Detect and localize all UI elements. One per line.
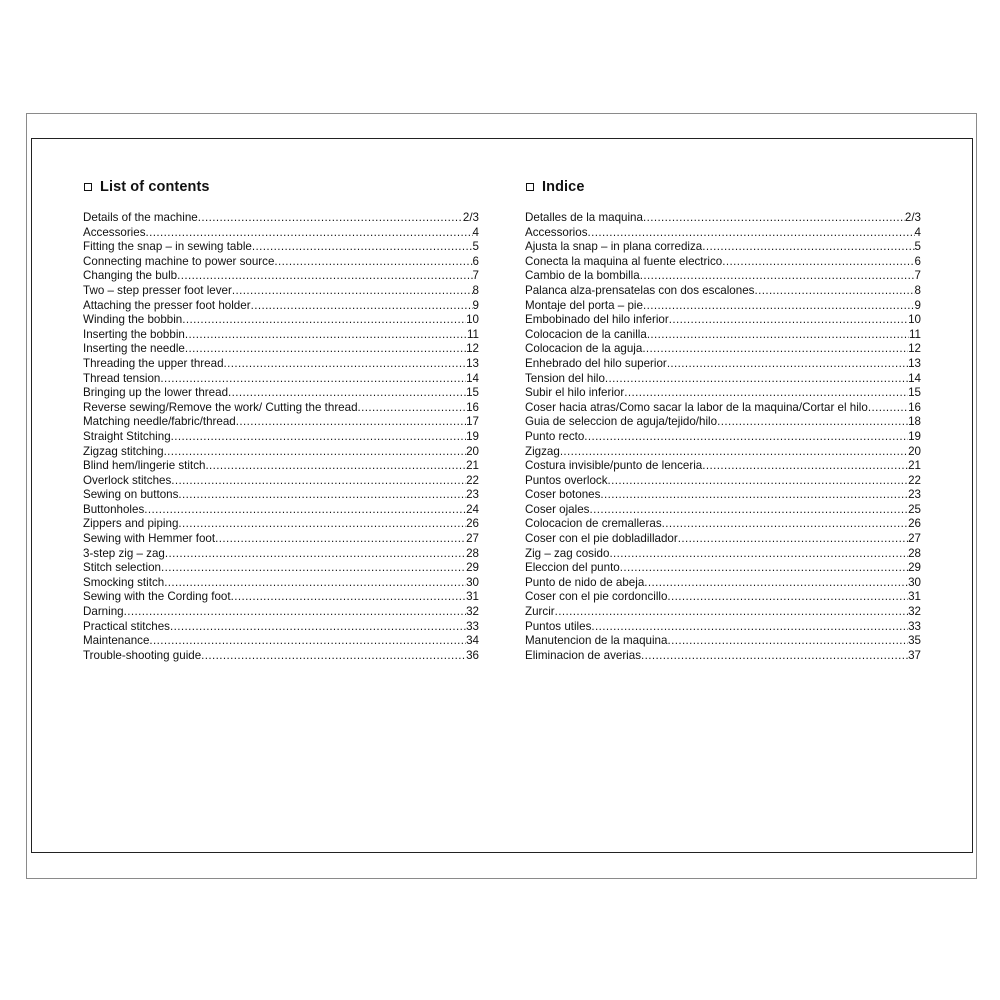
toc-entry-title: Accessories — [83, 225, 146, 239]
square-bullet-icon — [526, 183, 534, 191]
dot-leader — [642, 342, 908, 357]
toc-entry-page: 4 — [914, 225, 921, 239]
toc-entry-title: Inserting the bobbin — [83, 327, 185, 341]
square-bullet-icon — [84, 183, 92, 191]
toc-entry-title: Winding the bobbin — [83, 313, 183, 327]
dot-leader — [164, 576, 466, 591]
dot-leader — [600, 488, 908, 503]
dot-leader — [662, 517, 908, 532]
toc-entry-page: 19 — [466, 429, 479, 443]
dot-leader — [667, 634, 908, 649]
toc-entry-page: 20 — [466, 444, 479, 458]
toc-entry — [525, 517, 921, 532]
toc-entry-page: 24 — [466, 502, 479, 516]
toc-entry-title: Montaje del porta – pie — [525, 298, 643, 312]
toc-entry-title: Sewing on buttons — [83, 488, 179, 502]
dot-leader — [358, 401, 467, 416]
toc-entry-page: 6 — [914, 254, 921, 268]
toc-entry — [83, 503, 479, 518]
toc-entry-title: Eliminacion de averias — [525, 648, 641, 662]
toc-entry — [83, 474, 479, 489]
toc-entry-title: Colocacion de la aguja — [525, 342, 643, 356]
toc-entry — [525, 474, 921, 489]
toc-entry — [525, 299, 921, 314]
dot-leader — [608, 474, 909, 489]
toc-entry-page: 21 — [466, 459, 479, 473]
dot-leader — [165, 547, 466, 562]
toc-entry-title: Palanca alza-prensatelas con dos escalones — [525, 283, 755, 297]
dot-leader — [144, 503, 466, 518]
toc-entry-page: 6 — [472, 254, 479, 268]
toc-entry — [83, 634, 479, 649]
toc-entry-title: Manutencion de la maquina — [525, 634, 668, 648]
toc-entry-title: Conecta la maquina al fuente electrico — [525, 254, 723, 268]
toc-entry-title: Accessorios — [525, 225, 588, 239]
toc-entry-title: Puntos utiles — [525, 619, 592, 633]
dot-leader — [640, 269, 915, 284]
toc-entry-page: 5 — [472, 240, 479, 254]
toc-entry — [83, 401, 479, 416]
toc-entry-title: Bringing up the lower thread — [83, 386, 229, 400]
toc-entry — [83, 299, 479, 314]
dot-leader — [198, 211, 463, 226]
toc-entry-page: 28 — [908, 546, 921, 560]
heading-title: Indice — [542, 179, 585, 195]
dot-leader — [251, 299, 473, 314]
dot-leader — [868, 401, 908, 416]
toc-entry — [525, 590, 921, 605]
toc-entry — [83, 372, 479, 387]
toc-entry — [83, 649, 479, 664]
toc-entry-title: Two – step presser foot lever — [83, 283, 232, 297]
toc-entry-title: Coser ojales — [525, 502, 590, 516]
section-heading — [83, 178, 479, 196]
toc-entry-page: 22 — [908, 473, 921, 487]
toc-entry-title: Zurcir — [525, 605, 555, 619]
toc-entry — [83, 386, 479, 401]
toc-entry-title: Colocacion de la canilla — [525, 327, 647, 341]
toc-entry — [83, 415, 479, 430]
toc-entry — [83, 211, 479, 226]
toc-entry-page: 14 — [466, 371, 479, 385]
toc-entry-page: 32 — [466, 605, 479, 619]
dot-leader — [274, 255, 472, 270]
dot-leader — [124, 605, 466, 620]
toc-entry-page: 37 — [908, 648, 921, 662]
toc-entry-title: Smocking stitch — [83, 575, 165, 589]
toc-entry-page: 8 — [914, 283, 921, 297]
toc-entry — [525, 547, 921, 562]
toc-entry-title: Coser con el pie cordoncillo — [525, 590, 668, 604]
toc-entry-page: 12 — [466, 342, 479, 356]
toc-entry-title: Punto recto — [525, 429, 585, 443]
toc-entry-title: Straight Stitching — [83, 429, 171, 443]
toc-entry-page: 30 — [908, 575, 921, 589]
dot-leader — [178, 517, 466, 532]
toc-entry-page: 16 — [466, 400, 479, 414]
toc-entry — [83, 342, 479, 357]
toc-entry-page: 13 — [466, 356, 479, 370]
dot-leader — [588, 226, 915, 241]
toc-entry — [525, 284, 921, 299]
toc-entry-title: Ajusta la snap – in plana corrediza — [525, 240, 703, 254]
toc-entry-title: Detalles de la maquina — [525, 211, 643, 224]
dot-leader — [236, 415, 466, 430]
toc-entry-title: Zippers and piping — [83, 517, 179, 531]
toc-entry-title: Eleccion del punto — [525, 561, 620, 575]
toc-entry-page: 20 — [908, 444, 921, 458]
toc-entry — [83, 240, 479, 255]
toc-entry-page: 7 — [914, 269, 921, 283]
toc-entry — [83, 590, 479, 605]
toc-entry-page: 25 — [908, 502, 921, 516]
dot-leader — [667, 590, 908, 605]
dot-leader — [224, 357, 467, 372]
toc-entry-page: 23 — [466, 488, 479, 502]
toc-entry-page: 29 — [466, 561, 479, 575]
toc-entry — [525, 415, 921, 430]
toc-entry — [525, 445, 921, 460]
toc-entry-page: 29 — [908, 561, 921, 575]
toc-entry — [525, 226, 921, 241]
toc-entry-page: 23 — [908, 488, 921, 502]
toc-entry-page: 33 — [908, 619, 921, 633]
toc-entry — [525, 430, 921, 445]
toc-entry-page: 11 — [466, 327, 479, 341]
toc-entry-title: Coser con el pie dobladillador — [525, 532, 678, 546]
toc-entry — [525, 313, 921, 328]
toc-entry-page: 11 — [908, 327, 921, 341]
toc-entry — [83, 313, 479, 328]
toc-entry-page: 26 — [466, 517, 479, 531]
dot-leader — [231, 590, 467, 605]
dot-leader — [643, 211, 905, 226]
toc-entry — [525, 255, 921, 270]
toc-entry — [83, 357, 479, 372]
toc-entry-title: Coser botones — [525, 488, 601, 502]
toc-entry — [83, 459, 479, 474]
toc-entry-title: Zig – zag cosido — [525, 546, 610, 560]
toc-entry-title: Trouble-shooting guide — [83, 648, 202, 662]
dot-leader — [177, 269, 472, 284]
dot-leader — [555, 605, 908, 620]
contents-column-english — [83, 178, 479, 663]
dot-leader — [669, 313, 908, 328]
toc-entry — [525, 372, 921, 387]
dot-leader — [605, 372, 908, 387]
toc-entry-page: 15 — [908, 386, 921, 400]
toc-entry-title: 3-step zig – zag — [83, 546, 165, 560]
toc-entry — [83, 430, 479, 445]
toc-entry — [83, 605, 479, 620]
toc-entry-title: Enhebrado del hilo superior — [525, 356, 667, 370]
toc-entry — [525, 561, 921, 576]
dot-leader — [215, 532, 466, 547]
toc-entry-page: 12 — [908, 342, 921, 356]
toc-entry-page: 19 — [908, 429, 921, 443]
toc-entry-title: Coser hacia atras/Como sacar la labor de la maquina/Cortar el hilo — [525, 400, 868, 414]
dot-leader — [702, 240, 914, 255]
toc-entry — [83, 488, 479, 503]
toc-entry-title: Zigzag — [525, 444, 560, 458]
toc-entry — [83, 517, 479, 532]
toc-entry — [525, 401, 921, 416]
dot-leader — [185, 342, 466, 357]
toc-entry-title: Connecting machine to power source — [83, 254, 275, 268]
dot-leader — [644, 576, 908, 591]
dot-leader — [146, 226, 473, 241]
toc-entry-title: Buttonholes — [83, 502, 145, 516]
toc-entry-page: 13 — [908, 356, 921, 370]
toc-entry — [83, 226, 479, 241]
toc-entry — [525, 503, 921, 518]
toc-entry-page: 8 — [472, 283, 479, 297]
toc-entry — [525, 532, 921, 547]
toc-entry — [83, 532, 479, 547]
toc-entry-title: Changing the bulb — [83, 269, 178, 283]
dot-leader — [232, 284, 473, 299]
toc-entry-title: Colocacion de cremalleras — [525, 517, 662, 531]
toc-entry-title: Attaching the presser foot holder — [83, 298, 251, 312]
toc-entry-page: 34 — [466, 634, 479, 648]
toc-entry-page: 27 — [466, 532, 479, 546]
dot-leader — [717, 415, 908, 430]
toc-entry-title: Overlock stitches — [83, 473, 172, 487]
dot-leader — [589, 503, 908, 518]
contents-list — [83, 211, 479, 663]
toc-entry-page: 15 — [466, 386, 479, 400]
toc-entry-page: 33 — [466, 619, 479, 633]
toc-entry-title: Sewing with Hemmer foot — [83, 532, 216, 546]
dot-leader — [160, 372, 466, 387]
toc-entry-page: 17 — [466, 415, 479, 429]
toc-entry-title: Stitch selection — [83, 561, 161, 575]
toc-entry — [83, 255, 479, 270]
toc-entry-page: 16 — [908, 400, 921, 414]
dot-leader — [171, 430, 466, 445]
toc-entry — [525, 269, 921, 284]
toc-entry — [83, 284, 479, 299]
dot-leader — [252, 240, 473, 255]
toc-entry-title: Matching needle/fabric/thread — [83, 415, 236, 429]
dot-leader — [643, 299, 915, 314]
toc-entry-page: 14 — [908, 371, 921, 385]
toc-entry — [83, 269, 479, 284]
toc-entry-page: 7 — [472, 269, 479, 283]
dot-leader — [591, 620, 908, 635]
toc-entry — [525, 328, 921, 343]
dot-leader — [205, 459, 466, 474]
dot-leader — [702, 459, 908, 474]
toc-entry-page: 21 — [908, 459, 921, 473]
toc-entry-title: Subir el hilo inferior — [525, 386, 625, 400]
toc-entry-page: 31 — [908, 590, 921, 604]
toc-entry — [525, 211, 921, 226]
dot-leader — [182, 313, 466, 328]
toc-entry-page: 30 — [466, 575, 479, 589]
toc-entry — [525, 576, 921, 591]
toc-entry-title: Practical stitches — [83, 619, 170, 633]
toc-entry — [525, 240, 921, 255]
dot-leader — [624, 386, 908, 401]
toc-entry-title: Guia de seleccion de aguja/tejido/hilo — [525, 415, 718, 429]
toc-entry — [525, 342, 921, 357]
toc-entry-page: 9 — [472, 298, 479, 312]
toc-entry — [525, 620, 921, 635]
toc-entry — [83, 576, 479, 591]
dot-leader — [754, 284, 914, 299]
toc-entry-title: Thread tension — [83, 371, 161, 385]
dot-leader — [171, 474, 466, 489]
toc-entry-page: 32 — [908, 605, 921, 619]
toc-entry — [525, 357, 921, 372]
toc-entry — [83, 561, 479, 576]
toc-entry-page: 35 — [908, 634, 921, 648]
toc-entry-title: Punto de nido de abeja — [525, 575, 645, 589]
toc-entry-page: 2/3 — [904, 211, 921, 224]
toc-entry-page: 31 — [466, 590, 479, 604]
toc-entry-title: Cambio de la bombilla — [525, 269, 640, 283]
toc-entry-title: Zigzag stitching — [83, 444, 164, 458]
toc-entry — [525, 386, 921, 401]
toc-entry-page: 18 — [908, 415, 921, 429]
toc-entry-title: Puntos overlock — [525, 473, 608, 487]
toc-entry-title: Maintenance — [83, 634, 150, 648]
dot-leader — [164, 445, 467, 460]
dot-leader — [185, 328, 467, 343]
toc-entry-page: 36 — [466, 648, 479, 662]
dot-leader — [178, 488, 466, 503]
heading-title: List of contents — [100, 179, 210, 195]
dot-leader — [647, 328, 909, 343]
dot-leader — [560, 445, 908, 460]
toc-entry — [525, 634, 921, 649]
contents-column-spanish — [525, 178, 921, 663]
contents-list — [525, 211, 921, 663]
toc-entry-title: Costura invisible/punto de lenceria — [525, 459, 703, 473]
dot-leader — [609, 547, 908, 562]
dot-leader — [678, 532, 908, 547]
section-heading — [525, 178, 921, 196]
dot-leader — [620, 561, 908, 576]
toc-entry — [525, 649, 921, 664]
toc-entry — [83, 445, 479, 460]
dot-leader — [201, 649, 466, 664]
dot-leader — [228, 386, 466, 401]
toc-entry-title: Sewing with the Cording foot — [83, 590, 231, 604]
dot-leader — [584, 430, 908, 445]
toc-entry-page: 2/3 — [462, 211, 479, 224]
toc-entry — [83, 620, 479, 635]
toc-entry-title: Darning — [83, 605, 124, 619]
dot-leader — [667, 357, 908, 372]
toc-entry-title: Reverse sewing/Remove the work/ Cutting the thread — [83, 400, 358, 414]
toc-entry-page: 28 — [466, 546, 479, 560]
toc-entry-page: 27 — [908, 532, 921, 546]
toc-entry-page: 26 — [908, 517, 921, 531]
toc-entry-title: Fitting the snap – in sewing table — [83, 240, 252, 254]
dot-leader — [170, 620, 466, 635]
toc-entry — [83, 547, 479, 562]
toc-entry-page: 10 — [466, 313, 479, 327]
toc-entry — [525, 459, 921, 474]
toc-entry — [525, 605, 921, 620]
toc-entry-page: 5 — [914, 240, 921, 254]
toc-entry-title: Embobinado del hilo inferior — [525, 313, 669, 327]
dot-leader — [161, 561, 466, 576]
toc-entry-page: 10 — [908, 313, 921, 327]
toc-entry-title: Blind hem/lingerie stitch — [83, 459, 206, 473]
toc-entry-page: 22 — [466, 473, 479, 487]
toc-entry-page: 4 — [472, 225, 479, 239]
toc-entry — [525, 488, 921, 503]
dot-leader — [149, 634, 466, 649]
toc-entry — [83, 328, 479, 343]
toc-entry-page: 9 — [914, 298, 921, 312]
toc-entry-title: Details of the machine — [83, 211, 198, 224]
dot-leader — [641, 649, 908, 664]
toc-entry-title: Tension del hilo — [525, 371, 605, 385]
toc-entry-title: Threading the upper thread — [83, 356, 224, 370]
toc-entry-title: Inserting the needle — [83, 342, 185, 356]
dot-leader — [722, 255, 914, 270]
